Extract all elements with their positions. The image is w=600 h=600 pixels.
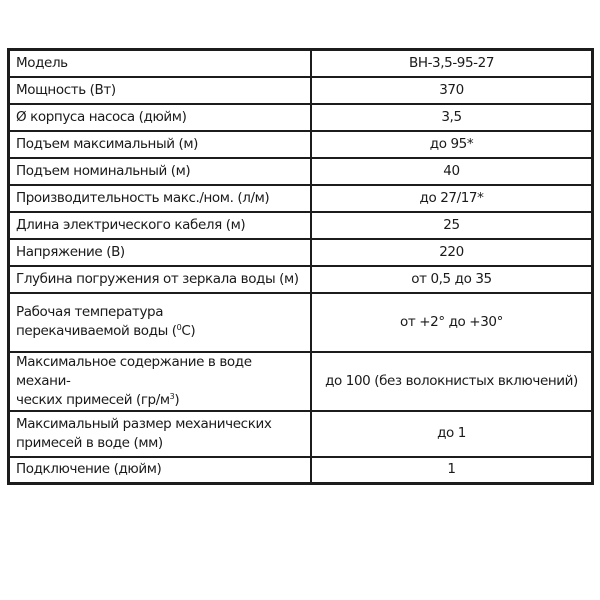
specifications-table bbox=[7, 48, 594, 485]
superscript: 0 bbox=[176, 323, 182, 332]
table-row-water-temperature bbox=[9, 293, 593, 352]
label-text: ческих примесей (гр/м bbox=[16, 391, 170, 408]
row-label: Подъем максимальный (м) bbox=[9, 131, 312, 158]
row-label: Длина электрического кабеля (м) bbox=[9, 212, 312, 239]
row-value: 25 bbox=[311, 212, 593, 239]
row-label bbox=[9, 411, 312, 457]
table-row-cable-length bbox=[9, 212, 593, 239]
row-label: Производительность макс./ном. (л/м) bbox=[9, 185, 312, 212]
row-value: от 0,5 до 35 bbox=[311, 266, 593, 293]
row-label: Ø корпуса насоса (дюйм) bbox=[9, 104, 312, 131]
label-text: перекачиваемой воды ( bbox=[16, 323, 177, 339]
table-row-max-impurity-size bbox=[9, 411, 593, 457]
row-value: 1 bbox=[311, 457, 593, 484]
table-row-immersion-depth bbox=[9, 266, 593, 293]
row-label-line1: Рабочая температура bbox=[16, 304, 164, 320]
row-value: 370 bbox=[311, 77, 593, 104]
table-row-model bbox=[9, 50, 593, 77]
row-value: от +2° до +30° bbox=[311, 293, 593, 352]
row-label: Напряжение (В) bbox=[9, 239, 312, 266]
table-row-voltage bbox=[9, 239, 593, 266]
label-text: C) bbox=[181, 323, 196, 339]
table-row-flow-rate bbox=[9, 185, 593, 212]
row-label bbox=[9, 293, 312, 352]
table-row-housing-diameter bbox=[9, 104, 593, 131]
row-value: 3,5 bbox=[311, 104, 593, 131]
row-label-line1: Максимальное содержание в воде механи- bbox=[16, 353, 252, 389]
row-value: 40 bbox=[311, 158, 593, 185]
table-row-power bbox=[9, 77, 593, 104]
table-row-max-impurity-content bbox=[9, 352, 593, 411]
row-value: 220 bbox=[311, 239, 593, 266]
row-value: до 1 bbox=[311, 411, 593, 457]
row-label: Мощность (Вт) bbox=[9, 77, 312, 104]
superscript: 3 bbox=[169, 391, 175, 401]
table-row-nominal-lift bbox=[9, 158, 593, 185]
row-value: ВН-3,5-95-27 bbox=[311, 50, 593, 77]
row-label bbox=[9, 352, 312, 411]
row-value: до 95* bbox=[311, 131, 593, 158]
row-label: Подключение (дюйм) bbox=[9, 457, 312, 484]
row-label-line2: примесей в воде (мм) bbox=[16, 434, 163, 451]
row-label: Глубина погружения от зеркала воды (м) bbox=[9, 266, 312, 293]
table-row-max-lift bbox=[9, 131, 593, 158]
row-label: Модель bbox=[9, 50, 312, 77]
row-value: до 100 (без волокнистых включений) bbox=[311, 352, 593, 411]
row-label-line1: Максимальный размер механических bbox=[16, 415, 272, 432]
row-label-line2 bbox=[16, 323, 195, 339]
label-text: ) bbox=[174, 391, 180, 408]
row-label: Подъем номинальный (м) bbox=[9, 158, 312, 185]
row-value: до 27/17* bbox=[311, 185, 593, 212]
row-label-line2 bbox=[16, 392, 179, 408]
table-row-connection bbox=[9, 457, 593, 484]
